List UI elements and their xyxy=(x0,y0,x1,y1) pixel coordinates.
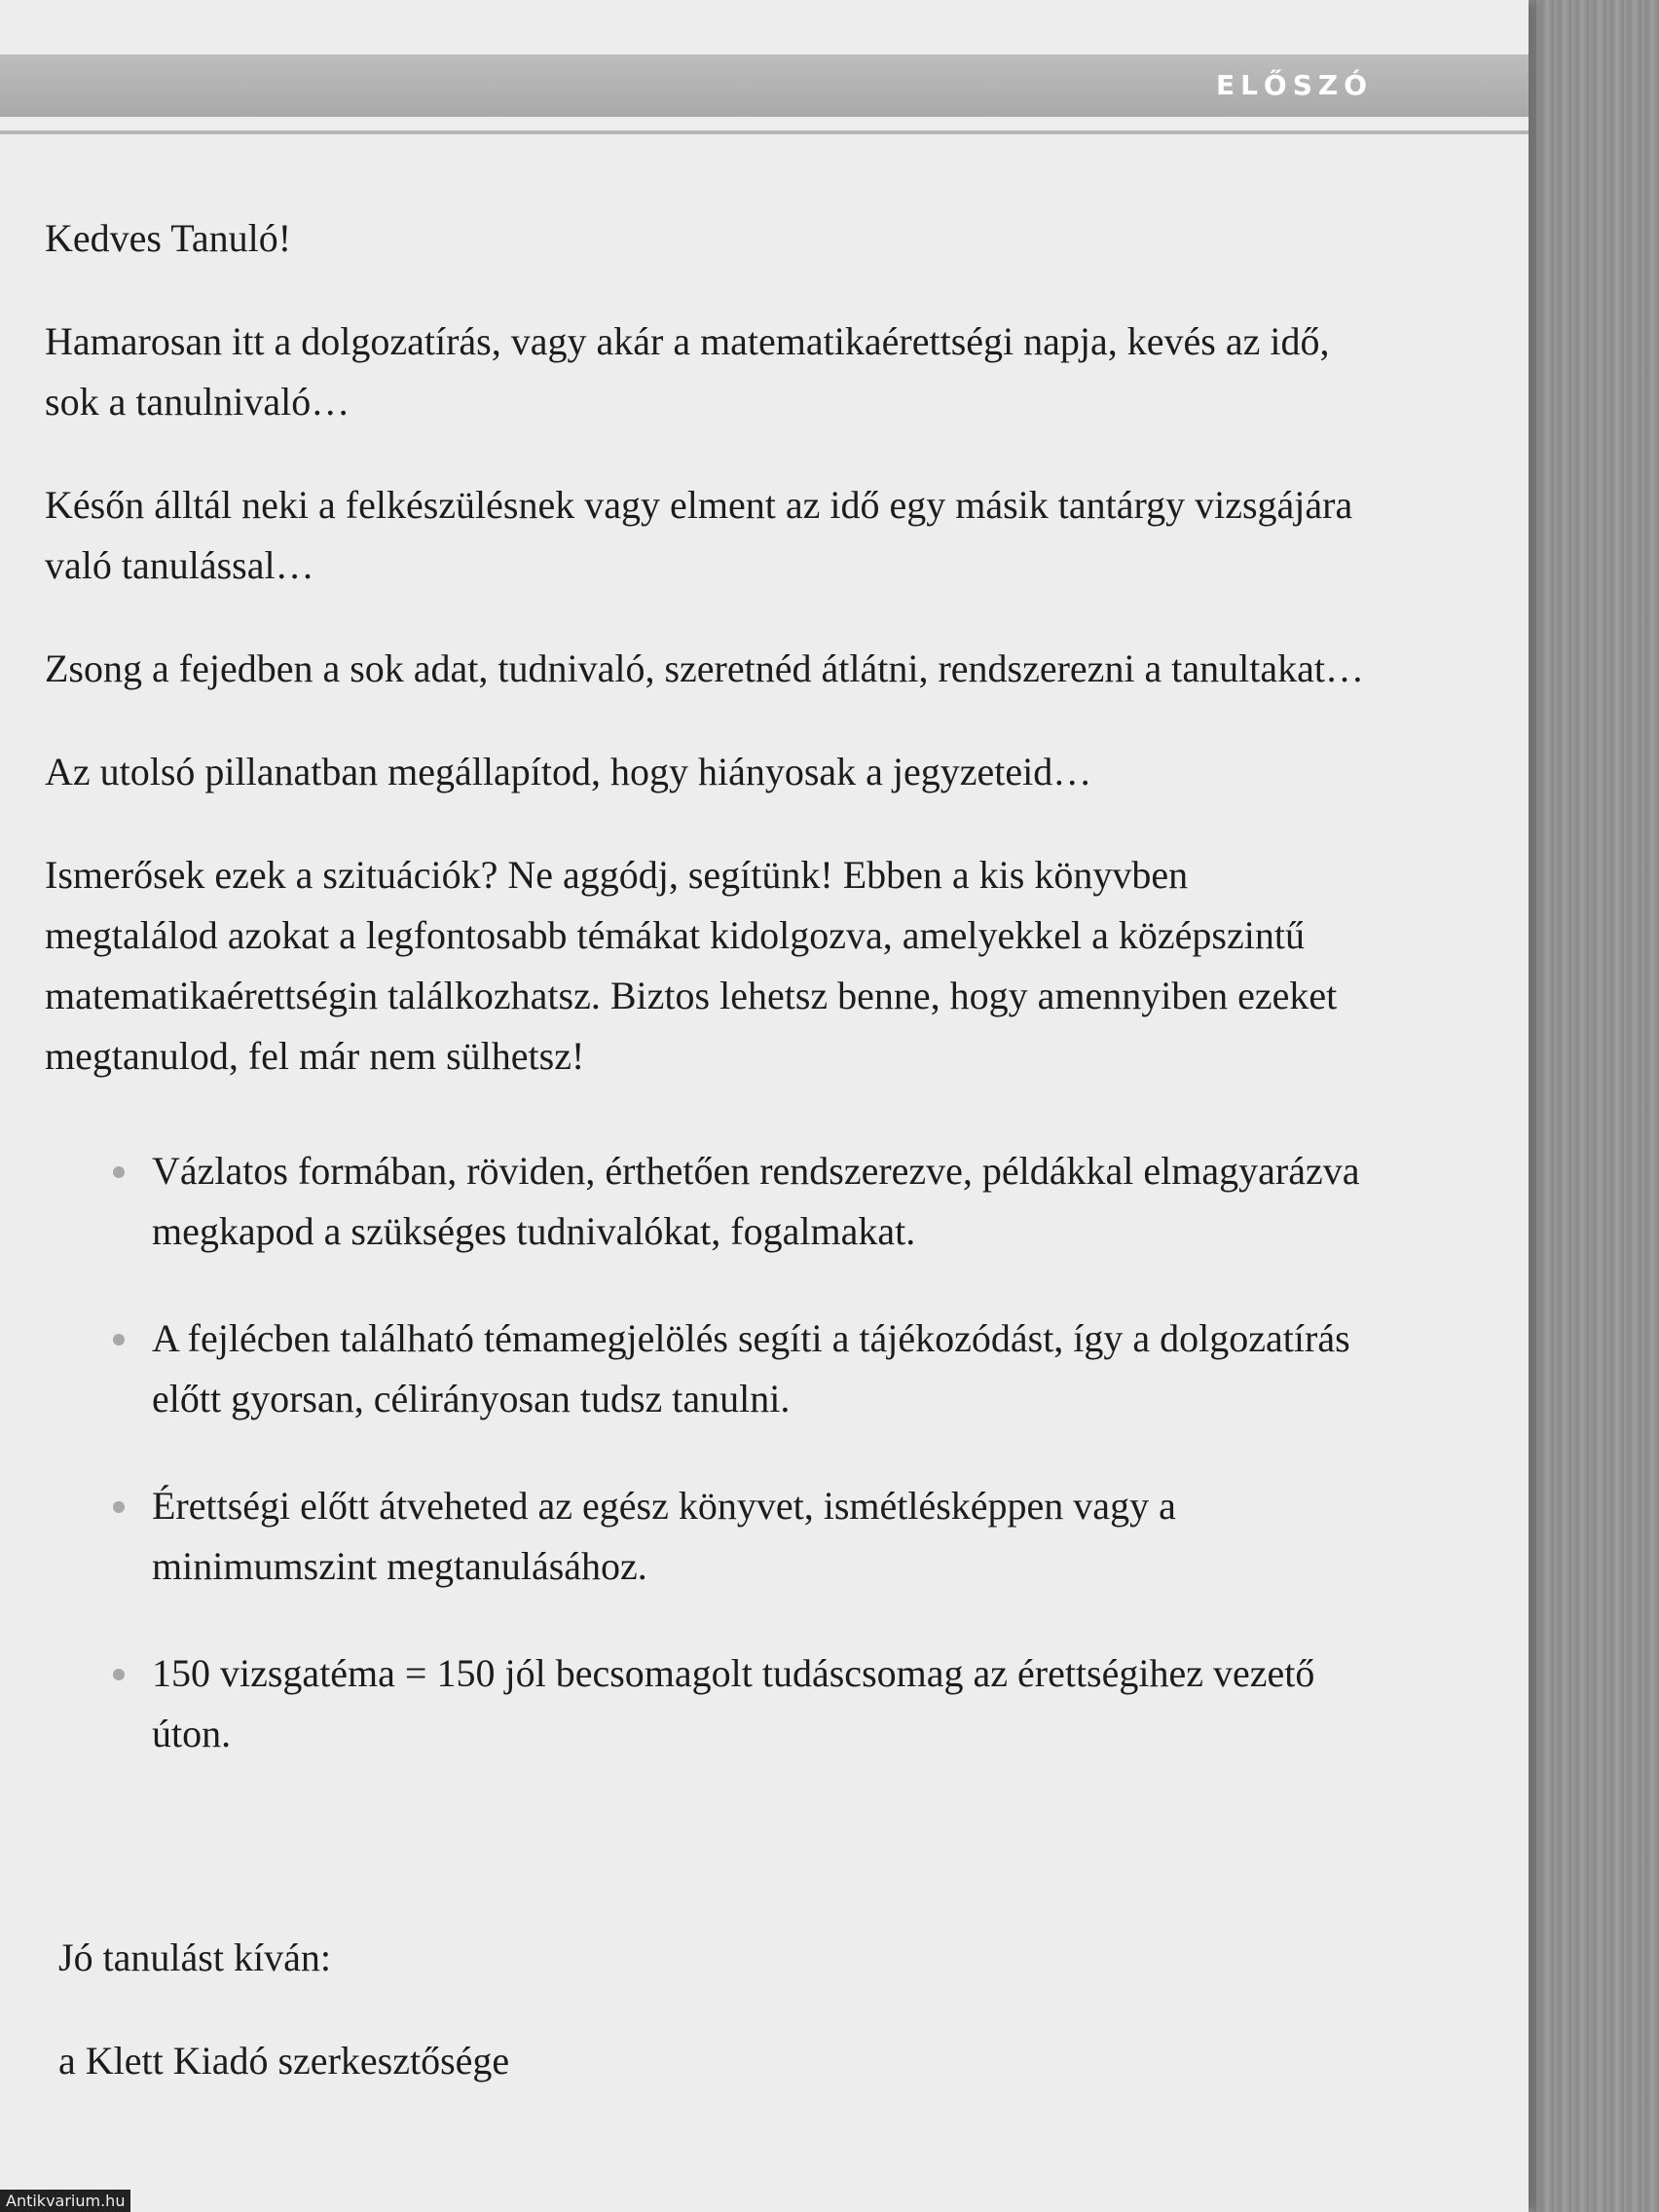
bullet-item xyxy=(45,1643,1369,1764)
paragraph: Hamarosan itt a dolgozatírás, vagy akár a matematikaérettségi napja, kevés az idő, sok a tanulnivaló… xyxy=(45,319,1330,424)
bullet-list xyxy=(45,1141,1369,1764)
bullet-text: Érettségi előtt átveheted az egész könyvet, ismétlésképpen vagy a minimumszint megtanulásához. xyxy=(152,1484,1176,1588)
paragraph: Későn álltál neki a felkészülésnek vagy elment az idő egy másik tantárgy vizsgájára való tanulással… xyxy=(45,483,1353,587)
bullet-dot-icon xyxy=(113,1334,125,1346)
bullet-text: 150 vizsgatéma = 150 jól becsomagolt tudáscsomag az érettségihez vezető úton. xyxy=(152,1651,1315,1755)
bullet-dot-icon xyxy=(113,1669,125,1680)
bullet-dot-icon xyxy=(113,1501,125,1513)
section-title: ELŐSZÓ xyxy=(1215,69,1373,101)
closing xyxy=(58,1928,509,2091)
signature: a Klett Kiadó szerkesztősége xyxy=(58,2039,510,2083)
bullet-item xyxy=(45,1309,1369,1429)
watermark: Antikvarium.hu xyxy=(0,2190,130,2212)
header-band xyxy=(0,55,1529,117)
paragraph: Az utolsó pillanatban megállapítod, hogy hiányosak a jegyzeteid… xyxy=(45,750,1092,793)
bullet-text: A fejlécben található témamegjelölés segíti a tájékozódást, így a dolgozatírás előtt gyorsan, célirányosan tudsz tanulni. xyxy=(152,1316,1350,1420)
closing-wish: Jó tanulást kíván: xyxy=(58,1936,331,1979)
bullet-item xyxy=(45,1476,1369,1597)
header-rule xyxy=(0,130,1529,134)
bullet-dot-icon xyxy=(113,1166,125,1178)
bullet-item xyxy=(45,1141,1369,1262)
paragraph: Zsong a fejedben a sok adat, tudnivaló, szeretnéd átlátni, rendszerezni a tanultakat… xyxy=(45,646,1365,690)
bullet-text: Vázlatos formában, röviden, érthetően rendszerezve, példákkal elmagyarázva megkapod a szükséges tudnivalókat, fogalmakat. xyxy=(152,1149,1360,1253)
preface-body xyxy=(45,208,1369,1811)
paragraph: Ismerősek ezek a szituációk? Ne aggódj, segítünk! Ebben a kis könyvben megtalálod azokat a legfontosabb témákat kidolgozva, amelyekkel a középszintű matematikaérettségin találkozhatsz. Biztos lehetsz benne, hogy amennyiben ezeket megtanulod, fel már nem sülhetsz! xyxy=(45,853,1338,1078)
background-surface xyxy=(1519,0,1659,2212)
greeting: Kedves Tanuló! xyxy=(45,216,292,260)
